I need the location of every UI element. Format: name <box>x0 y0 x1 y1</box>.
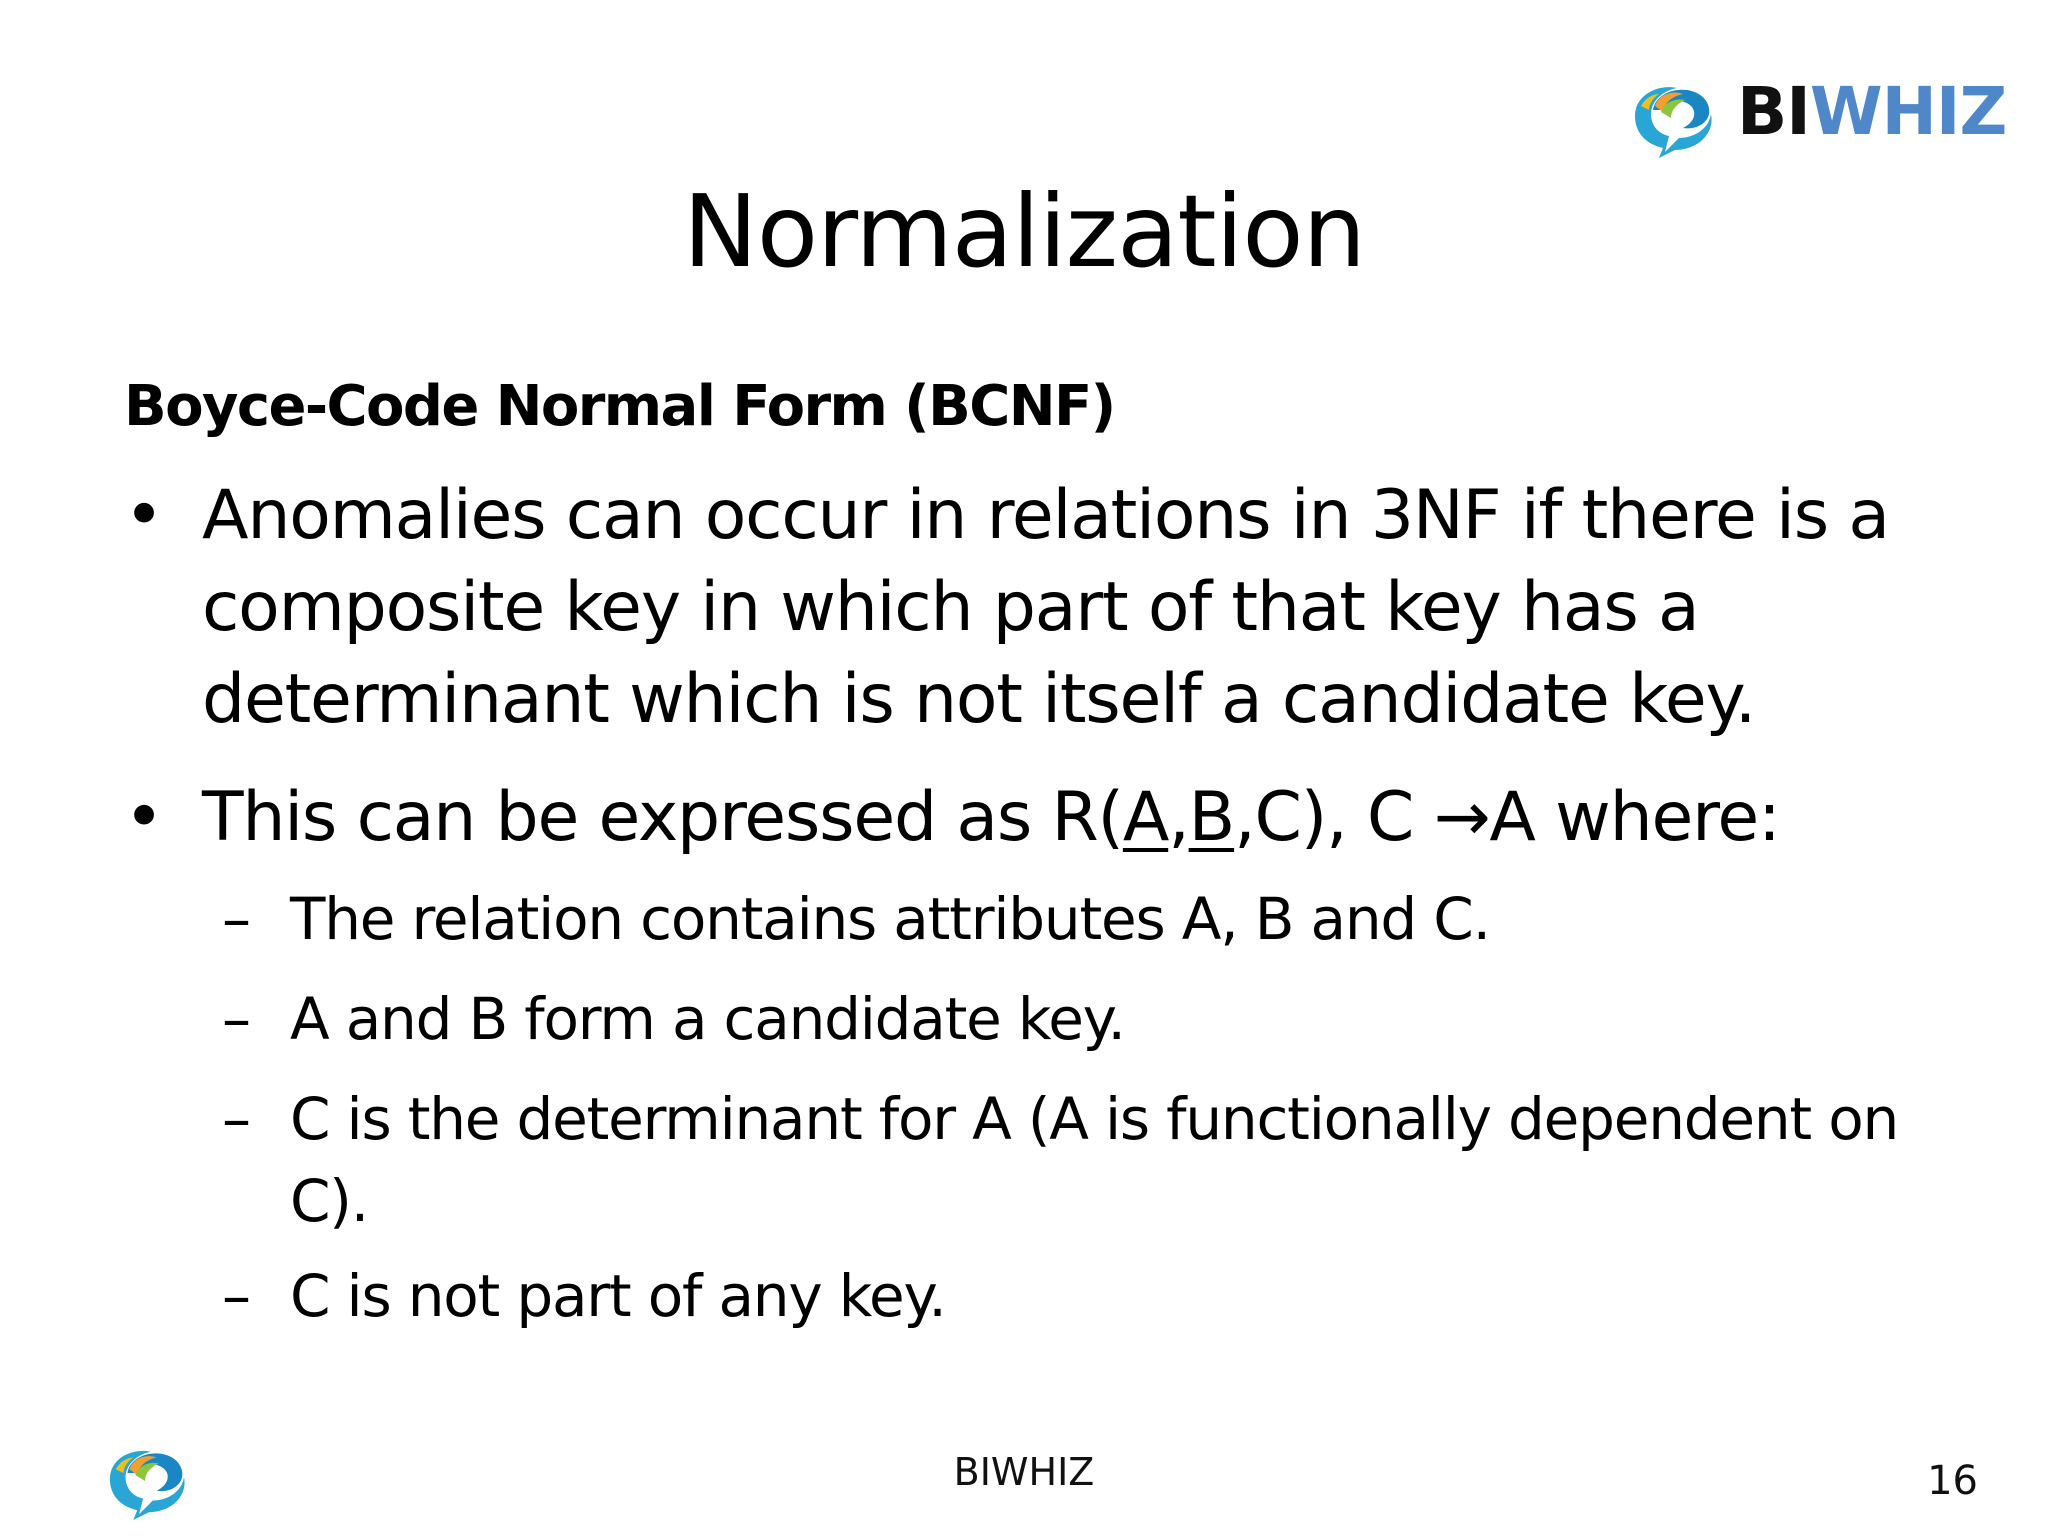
expression-prefix: This can be expressed as R( <box>202 778 1123 857</box>
brand-logo <box>1625 72 2005 162</box>
underlined-attribute-a: A <box>1122 778 1169 857</box>
sub-bullet-item <box>222 878 1962 960</box>
bullet-item <box>124 772 1944 864</box>
bullet-text: Anomalies can occur in relations in 3NF if there is a composite key in which part of that key has a determinant which is not itself a candidate key. <box>202 476 1889 739</box>
bullet-item <box>124 470 1944 746</box>
slide-title: Normalization <box>683 173 1365 290</box>
expression-middle: ,C), C <box>1234 778 1434 857</box>
sub-bullet-item <box>222 978 1962 1060</box>
expression-suffix: A where: <box>1489 778 1780 857</box>
sub-bullet-item <box>222 1078 1962 1242</box>
arrow-icon: → <box>1433 778 1490 857</box>
underlined-attribute-b: B <box>1188 778 1235 857</box>
sub-bullet-text: C is not part of any key. <box>290 1262 946 1330</box>
brand-wordmark <box>1737 73 2007 150</box>
expression-comma: , <box>1168 778 1189 857</box>
sub-bullet-text: The relation contains attributes A, B and C. <box>290 885 1490 953</box>
sub-bullet-marker: – <box>222 1085 250 1153</box>
brand-whiz-text: WHIZ <box>1809 73 2007 150</box>
sub-bullet-text: A and B form a candidate key. <box>290 985 1125 1053</box>
bullet-marker: • <box>124 476 163 555</box>
sub-bullet-item <box>222 1255 1962 1337</box>
bullet-marker: • <box>124 778 163 857</box>
section-subheading: Boyce-Code Normal Form (BCNF) <box>124 374 1115 439</box>
footer-text: BIWHIZ <box>953 1450 1095 1494</box>
sub-bullet-marker: – <box>222 885 250 953</box>
page-number: 16 <box>1927 1458 1978 1504</box>
brand-bi-text: BI <box>1737 73 1810 150</box>
speech-bubbles-logo-icon <box>1625 76 1719 158</box>
bullet-text <box>202 772 1944 864</box>
sub-bullet-marker: – <box>222 1262 250 1330</box>
sub-bullet-marker: – <box>222 985 250 1053</box>
sub-bullet-text: C is the determinant for A (A is functionally dependent on C). <box>290 1085 1899 1235</box>
